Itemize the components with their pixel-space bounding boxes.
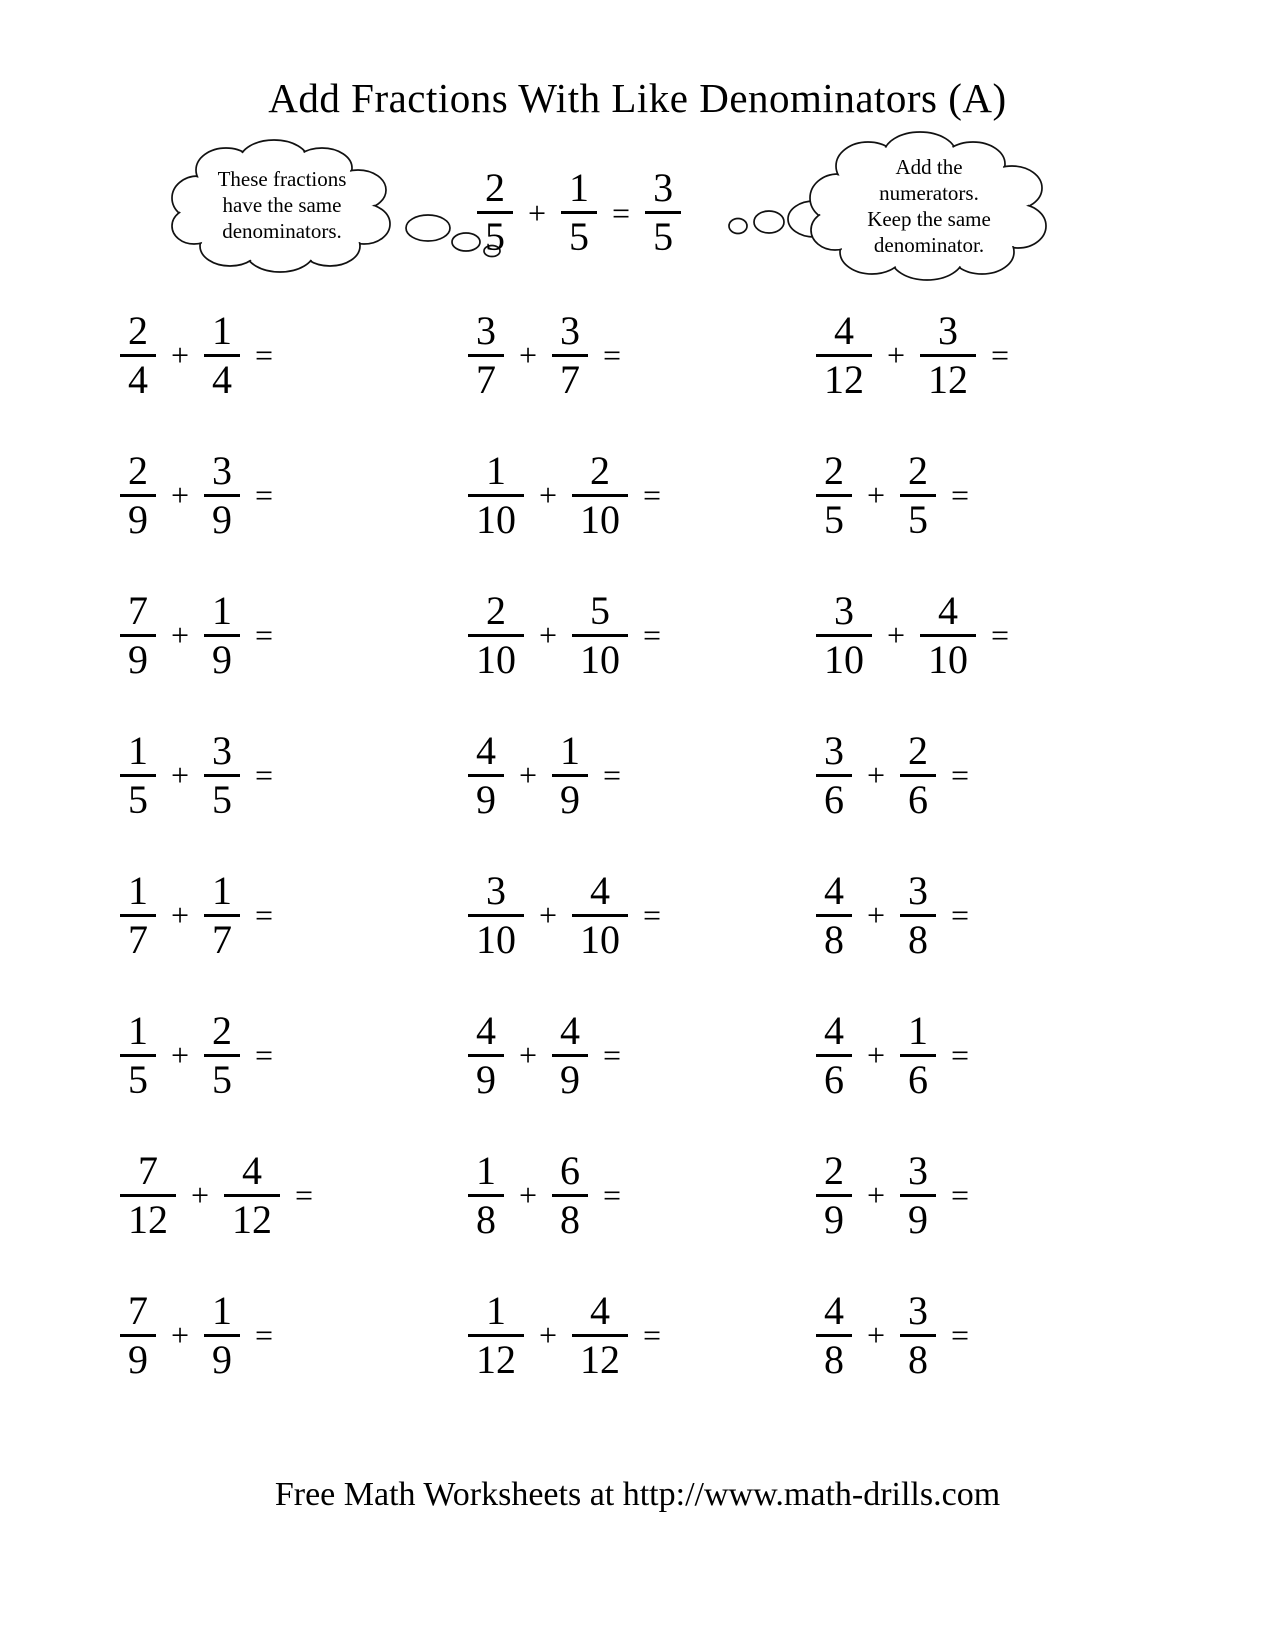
denominator: 8: [900, 914, 936, 960]
fraction-problem: [816, 447, 1164, 542]
numerator: 2: [128, 447, 148, 493]
denominator: 9: [120, 634, 156, 680]
plus-operator: +: [519, 757, 538, 793]
fraction-problem: [816, 307, 1164, 402]
plus-operator: +: [867, 1177, 886, 1213]
answer-blank: [1024, 605, 1084, 665]
plus-operator: +: [191, 1177, 210, 1213]
plus-operator: +: [171, 477, 190, 513]
numerator: 4: [824, 1007, 844, 1053]
denominator: 7: [468, 354, 504, 400]
equals-sign: =: [255, 1317, 274, 1353]
denominator: 10: [572, 634, 628, 680]
answer-blank: [328, 1165, 388, 1225]
fraction-addend-1: [468, 447, 524, 542]
plus-operator: +: [171, 1037, 190, 1073]
numerator: 2: [212, 1007, 233, 1053]
numerator: 4: [476, 727, 496, 773]
numerator: 7: [128, 587, 148, 633]
fraction-addend-2: [204, 447, 240, 542]
numerator: 2: [824, 447, 844, 493]
numerator: 1: [128, 867, 148, 913]
fraction-problem: [816, 1147, 1164, 1242]
answer-blank: [984, 465, 1044, 525]
numerator: 2: [590, 447, 611, 493]
answer-blank: [984, 1165, 1044, 1225]
denominator: 5: [816, 494, 852, 540]
answer-blank: [676, 885, 736, 945]
answer-blank: [288, 885, 348, 945]
plus-operator: +: [867, 1317, 886, 1353]
fraction-problem: [468, 447, 816, 542]
denominator: 9: [468, 774, 504, 820]
fraction-problem: [468, 867, 816, 962]
equals-sign: =: [603, 337, 622, 373]
denominator: 6: [816, 774, 852, 820]
fraction-addend-2: [204, 587, 240, 682]
answer-blank: [288, 1305, 348, 1365]
denominator: 10: [468, 914, 524, 960]
fraction-problem: [120, 1287, 468, 1382]
fraction-addend-2: [572, 867, 628, 962]
page-title: Add Fractions With Like Denominators (A): [268, 75, 1007, 121]
denominator: 10: [468, 494, 524, 540]
numerator: 3: [560, 307, 581, 353]
equals-sign: =: [643, 617, 662, 653]
numerator: 3: [908, 867, 929, 913]
numerator: 4: [824, 867, 844, 913]
denominator: 9: [900, 1194, 936, 1240]
numerator: 3: [653, 165, 674, 210]
fraction-addend-1: [120, 1287, 156, 1382]
numerator: 3: [938, 307, 959, 353]
thought-bubble-left: [160, 136, 404, 278]
plus-operator: +: [171, 757, 190, 793]
numerator: 2: [128, 307, 148, 353]
numerator: 3: [834, 587, 854, 633]
header-illustration: [0, 128, 1275, 318]
thought-bubble-right: [798, 128, 1060, 288]
denominator: 12: [224, 1194, 280, 1240]
equals-sign: =: [951, 1177, 970, 1213]
denominator: 7: [552, 354, 588, 400]
answer-blank: [288, 325, 348, 385]
fraction-problem: [468, 1007, 816, 1102]
answer-blank: [984, 1305, 1044, 1365]
numerator: 1: [476, 1147, 496, 1193]
equals-sign: =: [255, 337, 274, 373]
answer-blank: [636, 1165, 696, 1225]
fraction-addend-1: [816, 727, 852, 822]
fraction-addend-2: [204, 727, 240, 822]
fraction-addend-2: [204, 1287, 240, 1382]
fraction-addend-2: [204, 867, 240, 962]
fraction-addend-2: [204, 1007, 240, 1102]
equals-sign: =: [255, 897, 274, 933]
denominator: 8: [468, 1194, 504, 1240]
numerator: 7: [138, 1147, 158, 1193]
numerator: 3: [908, 1287, 929, 1333]
answer-blank: [288, 605, 348, 665]
numerator: 7: [128, 1287, 148, 1333]
fraction-problem: [468, 307, 816, 402]
fraction-addend-2: [920, 587, 976, 682]
numerator: 1: [908, 1007, 929, 1053]
plus-operator: +: [519, 1037, 538, 1073]
equals-sign: =: [991, 337, 1010, 373]
fraction-addend-2: [900, 1287, 936, 1382]
fraction-addend-2: [900, 1147, 936, 1242]
denominator: 9: [468, 1054, 504, 1100]
numerator: 2: [486, 587, 506, 633]
fraction-problem: [468, 1287, 816, 1382]
answer-blank: [1024, 325, 1084, 385]
fraction-addend-1: [468, 1287, 524, 1382]
fraction-addend-1: [816, 1007, 852, 1102]
fraction-addend-2: [572, 587, 628, 682]
numerator: 3: [486, 867, 506, 913]
answer-blank: [984, 1025, 1044, 1085]
answer-blank: [636, 1025, 696, 1085]
fraction-addend-2: [900, 1007, 936, 1102]
plus-operator: +: [519, 1177, 538, 1213]
equals-sign: =: [255, 757, 274, 793]
denominator: 9: [204, 494, 240, 540]
fraction-problem: [816, 727, 1164, 822]
denominator: 12: [920, 354, 976, 400]
denominator: 8: [816, 914, 852, 960]
numerator: 6: [560, 1147, 581, 1193]
numerator: 2: [824, 1147, 844, 1193]
numerator: 1: [212, 867, 233, 913]
plus-operator: +: [528, 194, 547, 231]
fraction-problem: [816, 1287, 1164, 1382]
denominator: 6: [816, 1054, 852, 1100]
fraction-addend-2: [572, 447, 628, 542]
denominator: 12: [816, 354, 872, 400]
plus-operator: +: [171, 1317, 190, 1353]
fraction-addend-2: [552, 307, 588, 402]
example-fraction-2: [561, 165, 597, 259]
fraction-problem: [816, 1007, 1164, 1102]
equals-sign: =: [603, 1037, 622, 1073]
denominator: 5: [900, 494, 936, 540]
fraction-addend-1: [816, 447, 852, 542]
denominator: 9: [120, 1334, 156, 1380]
denominator: 6: [900, 1054, 936, 1100]
plus-operator: +: [519, 337, 538, 373]
fraction-problem: [120, 1007, 468, 1102]
denominator: 5: [204, 774, 240, 820]
numerator: 2: [485, 165, 505, 210]
fraction-addend-1: [468, 1147, 504, 1242]
example-fraction-1: [477, 165, 513, 259]
fraction-addend-1: [468, 587, 524, 682]
example-problem: [477, 165, 681, 259]
answer-blank: [984, 885, 1044, 945]
numerator: 4: [560, 1007, 581, 1053]
numerator: 1: [569, 165, 590, 210]
fraction-addend-2: [552, 727, 588, 822]
equals-sign: =: [255, 1037, 274, 1073]
plus-operator: +: [171, 617, 190, 653]
fraction-addend-1: [468, 867, 524, 962]
numerator: 2: [908, 727, 929, 773]
numerator: 4: [590, 1287, 611, 1333]
fraction-addend-1: [120, 867, 156, 962]
denominator: 12: [572, 1334, 628, 1380]
denominator: 8: [900, 1334, 936, 1380]
numerator: 4: [476, 1007, 496, 1053]
fraction-addend-2: [552, 1007, 588, 1102]
fraction-addend-1: [120, 1147, 176, 1242]
numerator: 2: [908, 447, 929, 493]
fraction-addend-2: [920, 307, 976, 402]
equals-sign: =: [255, 477, 274, 513]
equals-sign: =: [643, 1317, 662, 1353]
fraction-addend-1: [816, 1287, 852, 1382]
numerator: 4: [824, 1287, 844, 1333]
equals-sign: =: [255, 617, 274, 653]
denominator: 10: [572, 494, 628, 540]
fraction-problem: [120, 1147, 468, 1242]
denominator: 5: [204, 1054, 240, 1100]
numerator: 4: [242, 1147, 263, 1193]
denominator: 5: [120, 1054, 156, 1100]
numerator: 1: [212, 1287, 233, 1333]
equals-sign: =: [643, 477, 662, 513]
denominator: 10: [468, 634, 524, 680]
fraction-problem: [120, 587, 468, 682]
denominator: 8: [552, 1194, 588, 1240]
equals-sign: =: [603, 1177, 622, 1213]
plus-operator: +: [867, 897, 886, 933]
plus-operator: +: [171, 337, 190, 373]
denominator: 7: [120, 914, 156, 960]
plus-operator: +: [539, 617, 558, 653]
denominator: 5: [120, 774, 156, 820]
answer-blank: [288, 745, 348, 805]
answer-blank: [676, 605, 736, 665]
numerator: 3: [824, 727, 844, 773]
fraction-addend-2: [204, 307, 240, 402]
numerator: 4: [590, 867, 611, 913]
plus-operator: +: [867, 1037, 886, 1073]
equals-sign: =: [295, 1177, 314, 1213]
fraction-addend-1: [468, 307, 504, 402]
thought-bubble-left-text: These fractions have the same denominators.: [217, 167, 347, 244]
fraction-problem: [468, 1147, 816, 1242]
denominator: 12: [120, 1194, 176, 1240]
denominator: 10: [816, 634, 872, 680]
denominator: 9: [204, 1334, 240, 1380]
plus-operator: +: [887, 337, 906, 373]
fraction-addend-2: [900, 867, 936, 962]
fraction-problem: [120, 307, 468, 402]
plus-operator: +: [539, 477, 558, 513]
answer-blank: [676, 1305, 736, 1365]
fraction-addend-1: [120, 447, 156, 542]
fraction-addend-1: [816, 587, 872, 682]
numerator: 1: [486, 1287, 506, 1333]
fraction-addend-2: [552, 1147, 588, 1242]
denominator: 9: [816, 1194, 852, 1240]
equals-sign: =: [951, 1037, 970, 1073]
answer-blank: [676, 465, 736, 525]
equals-sign: =: [951, 1317, 970, 1353]
fraction-addend-1: [468, 727, 504, 822]
fraction-addend-1: [816, 1147, 852, 1242]
denominator: 5: [645, 211, 681, 257]
equals-sign: =: [643, 897, 662, 933]
answer-blank: [984, 745, 1044, 805]
fraction-problem: [816, 587, 1164, 682]
denominator: 9: [204, 634, 240, 680]
denominator: 10: [920, 634, 976, 680]
numerator: 1: [560, 727, 581, 773]
fraction-addend-2: [572, 1287, 628, 1382]
answer-blank: [288, 1025, 348, 1085]
denominator: 5: [477, 211, 513, 257]
denominator: 9: [552, 774, 588, 820]
plus-operator: +: [539, 897, 558, 933]
numerator: 1: [486, 447, 506, 493]
fraction-problem: [468, 727, 816, 822]
fraction-problem: [816, 867, 1164, 962]
numerator: 4: [834, 307, 854, 353]
numerator: 1: [212, 307, 233, 353]
fraction-addend-1: [120, 587, 156, 682]
denominator: 9: [552, 1054, 588, 1100]
fraction-addend-1: [120, 307, 156, 402]
equals-sign: =: [951, 757, 970, 793]
plus-operator: +: [867, 757, 886, 793]
denominator: 8: [816, 1334, 852, 1380]
denominator: 4: [204, 354, 240, 400]
denominator: 12: [468, 1334, 524, 1380]
numerator: 1: [128, 727, 148, 773]
plus-operator: +: [171, 897, 190, 933]
numerator: 3: [212, 727, 233, 773]
answer-blank: [636, 325, 696, 385]
thought-bubble-right-text: Add the numerators. Keep the same denominator.: [867, 155, 991, 258]
equals-sign: =: [603, 757, 622, 793]
fraction-problem: [468, 587, 816, 682]
fraction-problem: [120, 727, 468, 822]
numerator: 3: [476, 307, 496, 353]
fraction-addend-2: [900, 727, 936, 822]
fraction-addend-1: [120, 727, 156, 822]
plus-operator: +: [539, 1317, 558, 1353]
denominator: 9: [120, 494, 156, 540]
fraction-problem: [120, 447, 468, 542]
answer-blank: [288, 465, 348, 525]
numerator: 1: [128, 1007, 148, 1053]
numerator: 4: [938, 587, 959, 633]
answer-blank: [636, 745, 696, 805]
equals-sign: =: [951, 897, 970, 933]
fraction-addend-2: [224, 1147, 280, 1242]
fraction-problem: [120, 867, 468, 962]
plus-operator: +: [867, 477, 886, 513]
numerator: 3: [212, 447, 233, 493]
fraction-addend-1: [816, 307, 872, 402]
denominator: 6: [900, 774, 936, 820]
numerator: 1: [212, 587, 233, 633]
denominator: 10: [572, 914, 628, 960]
fraction-addend-1: [816, 867, 852, 962]
numerator: 5: [590, 587, 611, 633]
fraction-addend-2: [900, 447, 936, 542]
equals-sign: =: [991, 617, 1010, 653]
example-result-fraction: [645, 165, 681, 259]
problems-grid: [120, 307, 1164, 1382]
plus-operator: +: [887, 617, 906, 653]
numerator: 3: [908, 1147, 929, 1193]
fraction-addend-1: [120, 1007, 156, 1102]
equals-sign: =: [951, 477, 970, 513]
equals-sign: =: [612, 194, 631, 231]
fraction-addend-1: [468, 1007, 504, 1102]
denominator: 4: [120, 354, 156, 400]
denominator: 5: [561, 211, 597, 257]
footer-credit: Free Math Worksheets at http://www.math-drills.com: [274, 1476, 1001, 1513]
denominator: 7: [204, 914, 240, 960]
